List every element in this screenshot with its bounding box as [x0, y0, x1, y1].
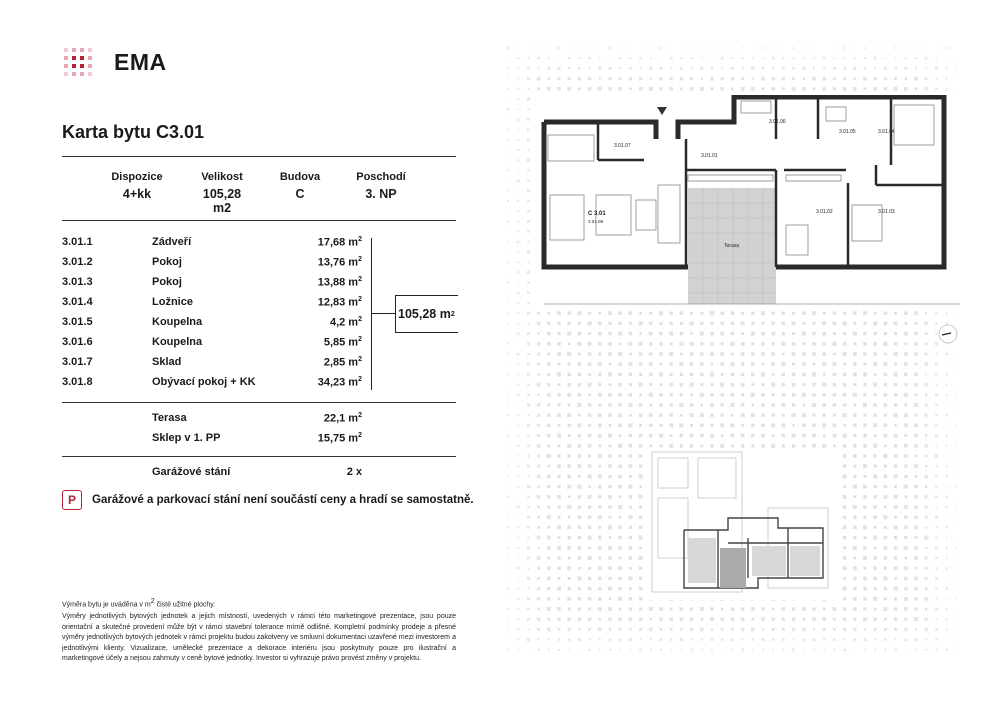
- summary-building: [272, 171, 328, 201]
- summary-floor-label: Poschodí: [356, 171, 406, 183]
- room-name: Obývací pokoj + KK: [152, 376, 256, 388]
- garage-name: Garážové stání: [152, 466, 231, 478]
- room-id: 3.01.5: [62, 316, 93, 328]
- room-row: [62, 356, 362, 372]
- total-bracket: [371, 238, 372, 390]
- room-id: 3.01.6: [62, 336, 93, 348]
- summary-size-label: Velikost: [201, 171, 243, 183]
- brand-name: EMA: [114, 48, 167, 75]
- room-label: 3.01.02: [816, 209, 833, 215]
- total-area-box: 105,28 m 2: [395, 295, 458, 333]
- extra-name: Terasa: [152, 412, 187, 424]
- garage-row: [62, 466, 362, 482]
- extra-area: 22,1 $m^2$: [323, 412, 362, 425]
- room-area: 34,23 $m^2$: [317, 376, 362, 389]
- summary-floor: [346, 171, 416, 201]
- total-bracket-connector: [371, 313, 396, 314]
- summary-building-value: C: [295, 187, 305, 201]
- compass-icon: [936, 322, 960, 346]
- room-area: 12,83 $m^2$: [317, 296, 362, 309]
- building-floor-plan-thumbnail: [648, 448, 838, 600]
- room-name: Pokoj: [152, 256, 182, 268]
- room-label: 3.01.04: [878, 129, 895, 135]
- room-row: [62, 316, 362, 332]
- room-area: 5,85 $m^2$: [323, 336, 362, 349]
- thumbnail-highlight: [720, 548, 746, 588]
- room-area: 13,88 $m^2$: [317, 276, 362, 289]
- room-name: Koupelna: [152, 336, 203, 348]
- summary-size-value: 105,28: [202, 187, 242, 201]
- room-label: 3.01.01: [701, 153, 718, 159]
- room-row: [62, 236, 362, 252]
- extra-name: Sklep v 1. PP: [152, 432, 221, 444]
- room-row: [62, 256, 362, 272]
- room-label: 3.01.03: [878, 209, 895, 215]
- area-note: Výměra bytu je uváděna v $m^2$ čisté užitné plochy.: [62, 598, 216, 609]
- summary-disposition-value: 4+kk: [122, 187, 152, 201]
- room-id: 3.01.2: [62, 256, 93, 268]
- divider: [62, 220, 456, 221]
- room-id: 3.01.8: [62, 376, 93, 388]
- room-label: 3.01.06: [769, 119, 786, 125]
- room-id: 3.01.7: [62, 356, 93, 368]
- divider: [62, 402, 456, 403]
- room-area: 2,85 $m^2$: [323, 356, 362, 369]
- summary-disposition-label: Dispozice: [111, 171, 163, 183]
- brand-logo: [62, 46, 167, 78]
- room-row: [62, 276, 362, 292]
- room-row: [62, 376, 362, 392]
- room-label: 3.01.08: [588, 219, 604, 224]
- page-title: Karta bytu C3.01: [62, 122, 205, 142]
- disclaimer: Výměry jednotlivých bytových jednotek a jejich místností, uvedených v rámci této marketingové prezentace, jsou pouze orientační a skutečné provedení může být v rámci stavební tolerance mírně odlišné. Kompletní podmínky prodeje a přesné výměry jednotlivých bytových jednotek v rámci projektu budou zakotveny ve smluvní dokumentaci uzavřené mezi investorem a jednotlivými klienty. Vizualizace, umělecké prezentace a dekorace interiéru jsou poskytnuty pouze pro ilustrační a marketingové účely a nejsou zahrnuty v ceně bytové jednotky. Investor si vyhrazuje právo provést změny v projektu.: [62, 613, 456, 662]
- parking-icon: P: [62, 490, 82, 510]
- parking-text: Garážové a parkovací stání není součástí ceny a hradí se samostatně.: [92, 494, 474, 506]
- room-area: 17,68 $m^2$: [317, 236, 362, 249]
- divider: [62, 156, 456, 157]
- room-id: 3.01.1: [62, 236, 93, 248]
- room-area: 13,76 $m^2$: [317, 256, 362, 269]
- garage-value: 2 x: [346, 466, 362, 478]
- room-name: Pokoj: [152, 276, 182, 288]
- room-row: [62, 296, 362, 312]
- extra-row: [62, 432, 362, 448]
- parking-notice: [62, 490, 474, 510]
- terrace-label: Terasa: [724, 243, 740, 249]
- summary-size-unit: m2: [212, 201, 232, 215]
- room-label: 3.01.05: [839, 129, 856, 135]
- room-id: 3.01.3: [62, 276, 93, 288]
- extra-area: 15,75 $m^2$: [317, 432, 362, 445]
- room-name: Ložnice: [152, 296, 193, 308]
- room-label: 3.01.07: [614, 143, 631, 149]
- room-id: 3.01.4: [62, 296, 93, 308]
- summary-floor-value: 3. NP: [365, 187, 397, 201]
- summary-building-label: Budova: [279, 171, 321, 183]
- extra-row: [62, 412, 362, 428]
- floor-plan: [536, 95, 960, 310]
- summary-size: [190, 171, 254, 215]
- room-area: 4,2 $m^2$: [329, 316, 362, 329]
- apartment-label: C 3.01: [588, 211, 606, 217]
- summary-disposition: [105, 171, 169, 201]
- room-name: Sklad: [152, 356, 182, 368]
- room-row: [62, 336, 362, 352]
- logo-mark-icon: [62, 46, 94, 78]
- room-name: Koupelna: [152, 316, 203, 328]
- divider: [62, 456, 456, 457]
- room-name: Zádveří: [152, 236, 192, 248]
